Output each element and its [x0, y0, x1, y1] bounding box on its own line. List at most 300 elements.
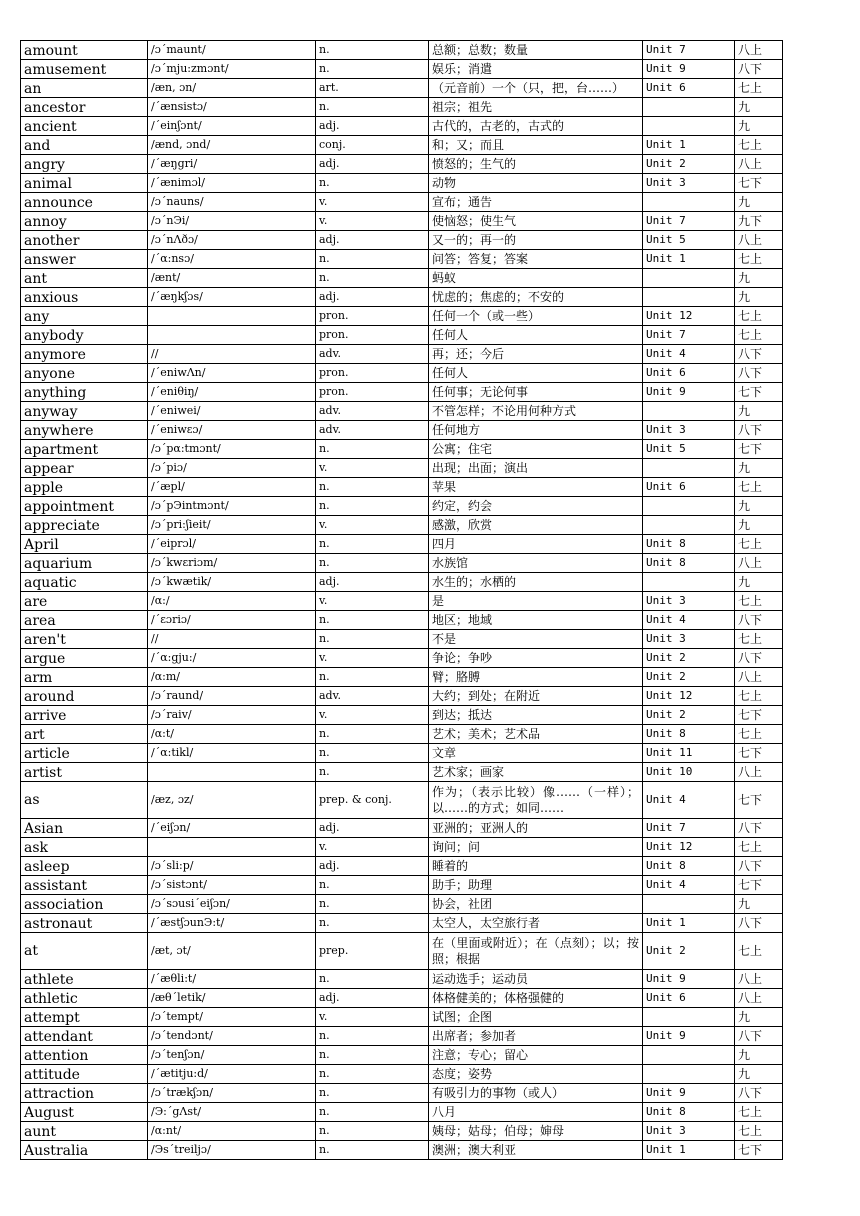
word-cell: anymore [21, 345, 148, 364]
unit-cell: Unit 2 [643, 155, 735, 174]
table-row [21, 1103, 783, 1122]
unit-cell: Unit 4 [643, 876, 735, 895]
grade-cell: 九 [735, 193, 783, 212]
phonetic-cell: /ɔˊtendɔnt/ [148, 1027, 316, 1046]
word-cell: area [21, 611, 148, 630]
definition-cell: 太空人，太空旅行者 [429, 914, 643, 933]
definition-cell: 水生的；水栖的 [429, 573, 643, 592]
phonetic-cell: /ænt/ [148, 269, 316, 288]
part-of-speech-cell: n. [316, 1103, 429, 1122]
phonetic-cell: /α:/ [148, 592, 316, 611]
unit-cell [643, 402, 735, 421]
grade-cell: 八上 [735, 231, 783, 250]
phonetic-cell: /æt, ɔt/ [148, 933, 316, 970]
phonetic-cell: /α:nt/ [148, 1122, 316, 1141]
part-of-speech-cell: pron. [316, 307, 429, 326]
word-cell: attempt [21, 1008, 148, 1027]
word-cell: appreciate [21, 516, 148, 535]
grade-cell: 八上 [735, 989, 783, 1008]
part-of-speech-cell: n. [316, 554, 429, 573]
word-cell: Asian [21, 819, 148, 838]
definition-cell: 亚洲的；亚洲人的 [429, 819, 643, 838]
definition-cell: 宣布；通告 [429, 193, 643, 212]
phonetic-cell: /ˊα:tikl/ [148, 744, 316, 763]
unit-cell: Unit 3 [643, 630, 735, 649]
word-cell: attention [21, 1046, 148, 1065]
grade-cell: 八上 [735, 554, 783, 573]
unit-cell [643, 117, 735, 136]
definition-cell: 出席者；参加者 [429, 1027, 643, 1046]
table-row [21, 250, 783, 269]
word-cell: anybody [21, 326, 148, 345]
unit-cell [643, 895, 735, 914]
word-cell: aquarium [21, 554, 148, 573]
definition-cell: 试图；企图 [429, 1008, 643, 1027]
definition-cell: 总额；总数；数量 [429, 41, 643, 60]
unit-cell [643, 459, 735, 478]
unit-cell: Unit 7 [643, 819, 735, 838]
word-cell: aren't [21, 630, 148, 649]
part-of-speech-cell: art. [316, 79, 429, 98]
definition-cell: 任何事；无论何事 [429, 383, 643, 402]
definition-cell: 蚂蚁 [429, 269, 643, 288]
word-cell: arrive [21, 706, 148, 725]
grade-cell: 九 [735, 1008, 783, 1027]
word-cell: amount [21, 41, 148, 60]
part-of-speech-cell: n. [316, 725, 429, 744]
table-row [21, 1084, 783, 1103]
grade-cell: 八下 [735, 421, 783, 440]
table-row [21, 687, 783, 706]
definition-cell: 大约；到处；在附近 [429, 687, 643, 706]
word-cell: arm [21, 668, 148, 687]
definition-cell: 争论；争吵 [429, 649, 643, 668]
unit-cell: Unit 8 [643, 725, 735, 744]
phonetic-cell: /ɔˊnЭi/ [148, 212, 316, 231]
definition-cell: 有吸引力的事物（或人） [429, 1084, 643, 1103]
part-of-speech-cell: adv. [316, 421, 429, 440]
phonetic-cell: /ɔˊpri:ʃieit/ [148, 516, 316, 535]
word-cell: association [21, 895, 148, 914]
definition-cell: 注意；专心；留心 [429, 1046, 643, 1065]
definition-cell: 水族馆 [429, 554, 643, 573]
grade-cell: 九 [735, 117, 783, 136]
grade-cell: 八下 [735, 857, 783, 876]
part-of-speech-cell: v. [316, 193, 429, 212]
table-row [21, 459, 783, 478]
part-of-speech-cell: n. [316, 478, 429, 497]
word-cell: answer [21, 250, 148, 269]
word-cell: astronaut [21, 914, 148, 933]
part-of-speech-cell: n. [316, 535, 429, 554]
table-row [21, 345, 783, 364]
definition-cell: 愤怒的；生气的 [429, 155, 643, 174]
part-of-speech-cell: n. [316, 60, 429, 79]
unit-cell [643, 193, 735, 212]
word-cell: attraction [21, 1084, 148, 1103]
word-cell: and [21, 136, 148, 155]
table-row [21, 60, 783, 79]
grade-cell: 七下 [735, 1141, 783, 1160]
table-row [21, 668, 783, 687]
grade-cell: 九 [735, 269, 783, 288]
word-cell: animal [21, 174, 148, 193]
phonetic-cell: /ˊεɔriɔ/ [148, 611, 316, 630]
grade-cell: 八上 [735, 763, 783, 782]
grade-cell: 八下 [735, 1084, 783, 1103]
phonetic-cell: /ɔˊraiv/ [148, 706, 316, 725]
definition-cell: 八月 [429, 1103, 643, 1122]
phonetic-cell: /ɔˊraund/ [148, 687, 316, 706]
table-row [21, 117, 783, 136]
word-cell: anxious [21, 288, 148, 307]
word-cell: any [21, 307, 148, 326]
table-row [21, 231, 783, 250]
unit-cell [643, 1008, 735, 1027]
unit-cell: Unit 1 [643, 250, 735, 269]
table-row [21, 838, 783, 857]
unit-cell: Unit 2 [643, 933, 735, 970]
part-of-speech-cell: v. [316, 516, 429, 535]
table-row [21, 819, 783, 838]
definition-cell: 睡着的 [429, 857, 643, 876]
part-of-speech-cell: n. [316, 744, 429, 763]
grade-cell: 八上 [735, 155, 783, 174]
phonetic-cell: /ɔˊpα:tmɔnt/ [148, 440, 316, 459]
unit-cell: Unit 3 [643, 592, 735, 611]
grade-cell: 八下 [735, 914, 783, 933]
word-cell: asleep [21, 857, 148, 876]
part-of-speech-cell: conj. [316, 136, 429, 155]
table-row [21, 421, 783, 440]
part-of-speech-cell: prep. [316, 933, 429, 970]
definition-cell: 任何人 [429, 364, 643, 383]
definition-cell: 地区；地域 [429, 611, 643, 630]
part-of-speech-cell: n. [316, 1084, 429, 1103]
grade-cell: 七上 [735, 725, 783, 744]
vocabulary-rows [21, 41, 783, 1160]
part-of-speech-cell: n. [316, 630, 429, 649]
part-of-speech-cell: n. [316, 1141, 429, 1160]
part-of-speech-cell: n. [316, 98, 429, 117]
definition-cell: 使恼怒；使生气 [429, 212, 643, 231]
definition-cell: 出现；出面；演出 [429, 459, 643, 478]
phonetic-cell: // [148, 630, 316, 649]
phonetic-cell: /ɔˊtempt/ [148, 1008, 316, 1027]
phonetic-cell: /ˊeinʃɔnt/ [148, 117, 316, 136]
table-row [21, 307, 783, 326]
word-cell: an [21, 79, 148, 98]
phonetic-cell: /ɔˊkwætik/ [148, 573, 316, 592]
table-row [21, 725, 783, 744]
unit-cell: Unit 7 [643, 212, 735, 231]
unit-cell: Unit 1 [643, 136, 735, 155]
definition-cell: 不是 [429, 630, 643, 649]
table-row [21, 1027, 783, 1046]
unit-cell: Unit 12 [643, 838, 735, 857]
unit-cell: Unit 12 [643, 307, 735, 326]
word-cell: anyone [21, 364, 148, 383]
definition-cell: 祖宗；祖先 [429, 98, 643, 117]
unit-cell: Unit 1 [643, 1141, 735, 1160]
word-cell: announce [21, 193, 148, 212]
part-of-speech-cell: n. [316, 41, 429, 60]
word-cell: ant [21, 269, 148, 288]
unit-cell: Unit 4 [643, 611, 735, 630]
word-cell: August [21, 1103, 148, 1122]
definition-cell: 四月 [429, 535, 643, 554]
phonetic-cell: /ˊeniwεɔ/ [148, 421, 316, 440]
unit-cell: Unit 9 [643, 970, 735, 989]
phonetic-cell: /ˊænimɔl/ [148, 174, 316, 193]
phonetic-cell: /ɔˊmaunt/ [148, 41, 316, 60]
definition-cell: 再；还；今后 [429, 345, 643, 364]
word-cell: anyway [21, 402, 148, 421]
definition-cell: 是 [429, 592, 643, 611]
word-cell: athlete [21, 970, 148, 989]
table-row [21, 79, 783, 98]
word-cell: as [21, 782, 148, 819]
grade-cell: 七下 [735, 876, 783, 895]
word-cell: ask [21, 838, 148, 857]
grade-cell: 七下 [735, 782, 783, 819]
phonetic-cell: /ˊæŋgri/ [148, 155, 316, 174]
table-row [21, 516, 783, 535]
unit-cell: Unit 6 [643, 478, 735, 497]
grade-cell: 九 [735, 516, 783, 535]
unit-cell: Unit 9 [643, 1084, 735, 1103]
unit-cell [643, 269, 735, 288]
grade-cell: 七上 [735, 250, 783, 269]
unit-cell [643, 497, 735, 516]
word-cell: another [21, 231, 148, 250]
phonetic-cell: /æz, ɔz/ [148, 782, 316, 819]
definition-cell: 公寓；住宅 [429, 440, 643, 459]
definition-cell: 艺术；美术；艺术品 [429, 725, 643, 744]
table-row [21, 440, 783, 459]
word-cell: around [21, 687, 148, 706]
definition-cell: 到达；抵达 [429, 706, 643, 725]
word-cell: annoy [21, 212, 148, 231]
phonetic-cell: /ɔˊtenʃɔn/ [148, 1046, 316, 1065]
unit-cell: Unit 8 [643, 554, 735, 573]
word-cell: ancient [21, 117, 148, 136]
part-of-speech-cell: adj. [316, 155, 429, 174]
part-of-speech-cell: adj. [316, 573, 429, 592]
part-of-speech-cell: adv. [316, 687, 429, 706]
unit-cell [643, 98, 735, 117]
part-of-speech-cell: n. [316, 763, 429, 782]
part-of-speech-cell: n. [316, 914, 429, 933]
phonetic-cell: /ˊeniwei/ [148, 402, 316, 421]
part-of-speech-cell: adj. [316, 819, 429, 838]
unit-cell: Unit 4 [643, 345, 735, 364]
grade-cell: 七上 [735, 326, 783, 345]
definition-cell: 和；又；而且 [429, 136, 643, 155]
definition-cell: 姨母；姑母；伯母；婶母 [429, 1122, 643, 1141]
definition-cell: 澳洲；澳大利亚 [429, 1141, 643, 1160]
word-cell: article [21, 744, 148, 763]
phonetic-cell: /ˊeniwΛn/ [148, 364, 316, 383]
phonetic-cell: // [148, 345, 316, 364]
unit-cell [643, 1046, 735, 1065]
part-of-speech-cell: adj. [316, 989, 429, 1008]
table-row [21, 573, 783, 592]
part-of-speech-cell: n. [316, 970, 429, 989]
phonetic-cell: /ˊæpl/ [148, 478, 316, 497]
phonetic-cell: /ˊα:gju:/ [148, 649, 316, 668]
definition-cell: 任何人 [429, 326, 643, 345]
part-of-speech-cell: adj. [316, 231, 429, 250]
table-row [21, 989, 783, 1008]
word-cell: anywhere [21, 421, 148, 440]
vocabulary-table [20, 40, 783, 1160]
phonetic-cell: /ˊæstʃɔunЭ:t/ [148, 914, 316, 933]
part-of-speech-cell: n. [316, 876, 429, 895]
definition-cell: 体格健美的；体格强健的 [429, 989, 643, 1008]
table-row [21, 155, 783, 174]
definition-cell: 古代的，古老的，古式的 [429, 117, 643, 136]
unit-cell: Unit 6 [643, 989, 735, 1008]
table-row [21, 288, 783, 307]
grade-cell: 九 [735, 459, 783, 478]
word-cell: apartment [21, 440, 148, 459]
table-row [21, 269, 783, 288]
part-of-speech-cell: v. [316, 706, 429, 725]
part-of-speech-cell: n. [316, 269, 429, 288]
grade-cell: 七上 [735, 1122, 783, 1141]
grade-cell: 九 [735, 497, 783, 516]
unit-cell: Unit 7 [643, 326, 735, 345]
word-cell: at [21, 933, 148, 970]
word-cell: Australia [21, 1141, 148, 1160]
grade-cell: 七上 [735, 535, 783, 554]
table-row [21, 857, 783, 876]
grade-cell: 九 [735, 288, 783, 307]
grade-cell: 八下 [735, 819, 783, 838]
table-row [21, 649, 783, 668]
grade-cell: 七下 [735, 383, 783, 402]
phonetic-cell: /ˊæθli:t/ [148, 970, 316, 989]
table-row [21, 41, 783, 60]
part-of-speech-cell: prep. & conj. [316, 782, 429, 819]
grade-cell: 七下 [735, 706, 783, 725]
part-of-speech-cell: v. [316, 212, 429, 231]
definition-cell: 询问；问 [429, 838, 643, 857]
grade-cell: 八下 [735, 345, 783, 364]
definition-cell: 作为；（表示比较）像……（一样）；以……的方式；如同…… [429, 782, 643, 819]
unit-cell: Unit 6 [643, 364, 735, 383]
table-row [21, 497, 783, 516]
table-row [21, 478, 783, 497]
unit-cell: Unit 3 [643, 174, 735, 193]
table-row [21, 970, 783, 989]
unit-cell: Unit 12 [643, 687, 735, 706]
definition-cell: 苹果 [429, 478, 643, 497]
phonetic-cell [148, 326, 316, 345]
phonetic-cell: /ɔˊnΛðɔ/ [148, 231, 316, 250]
table-row [21, 706, 783, 725]
table-row [21, 1141, 783, 1160]
definition-cell: 文章 [429, 744, 643, 763]
grade-cell: 八下 [735, 364, 783, 383]
unit-cell: Unit 9 [643, 383, 735, 402]
grade-cell: 八下 [735, 649, 783, 668]
word-cell: athletic [21, 989, 148, 1008]
table-row [21, 1065, 783, 1084]
unit-cell: Unit 3 [643, 421, 735, 440]
word-cell: ancestor [21, 98, 148, 117]
grade-cell: 七上 [735, 136, 783, 155]
table-row [21, 630, 783, 649]
grade-cell: 七上 [735, 79, 783, 98]
part-of-speech-cell: pron. [316, 326, 429, 345]
table-row [21, 914, 783, 933]
definition-cell: 问答；答复；答案 [429, 250, 643, 269]
phonetic-cell: /ɔˊpiɔ/ [148, 459, 316, 478]
unit-cell: Unit 2 [643, 668, 735, 687]
table-row [21, 1122, 783, 1141]
unit-cell [643, 573, 735, 592]
word-cell: appointment [21, 497, 148, 516]
definition-cell: 艺术家；画家 [429, 763, 643, 782]
grade-cell: 八下 [735, 1027, 783, 1046]
grade-cell: 七下 [735, 744, 783, 763]
phonetic-cell [148, 838, 316, 857]
unit-cell: Unit 1 [643, 914, 735, 933]
unit-cell: Unit 7 [643, 41, 735, 60]
part-of-speech-cell: adv. [316, 402, 429, 421]
table-row [21, 98, 783, 117]
phonetic-cell: /ˊænsistɔ/ [148, 98, 316, 117]
definition-cell: 协会，社团 [429, 895, 643, 914]
unit-cell: Unit 6 [643, 79, 735, 98]
phonetic-cell [148, 763, 316, 782]
part-of-speech-cell: v. [316, 1008, 429, 1027]
word-cell: art [21, 725, 148, 744]
phonetic-cell: /ˊeniθiŋ/ [148, 383, 316, 402]
word-cell: assistant [21, 876, 148, 895]
unit-cell: Unit 8 [643, 1103, 735, 1122]
unit-cell: Unit 8 [643, 857, 735, 876]
part-of-speech-cell: n. [316, 1122, 429, 1141]
part-of-speech-cell: n. [316, 497, 429, 516]
part-of-speech-cell: pron. [316, 383, 429, 402]
table-row [21, 193, 783, 212]
table-row [21, 212, 783, 231]
phonetic-cell: /ɔˊsɔusiˊeiʃɔn/ [148, 895, 316, 914]
table-row [21, 895, 783, 914]
grade-cell: 八上 [735, 970, 783, 989]
grade-cell: 九 [735, 573, 783, 592]
word-cell: argue [21, 649, 148, 668]
definition-cell: 任何地方 [429, 421, 643, 440]
definition-cell: 在（里面或附近）；在（点刻）；以；按照；根据 [429, 933, 643, 970]
grade-cell: 八下 [735, 60, 783, 79]
part-of-speech-cell: n. [316, 668, 429, 687]
unit-cell: Unit 8 [643, 535, 735, 554]
word-cell: attitude [21, 1065, 148, 1084]
unit-cell: Unit 5 [643, 231, 735, 250]
grade-cell: 七上 [735, 592, 783, 611]
part-of-speech-cell: n. [316, 1027, 429, 1046]
part-of-speech-cell: n. [316, 440, 429, 459]
table-row [21, 1046, 783, 1065]
table-row [21, 876, 783, 895]
grade-cell: 七上 [735, 838, 783, 857]
definition-cell: 不管怎样；不论用何种方式 [429, 402, 643, 421]
unit-cell [643, 1065, 735, 1084]
